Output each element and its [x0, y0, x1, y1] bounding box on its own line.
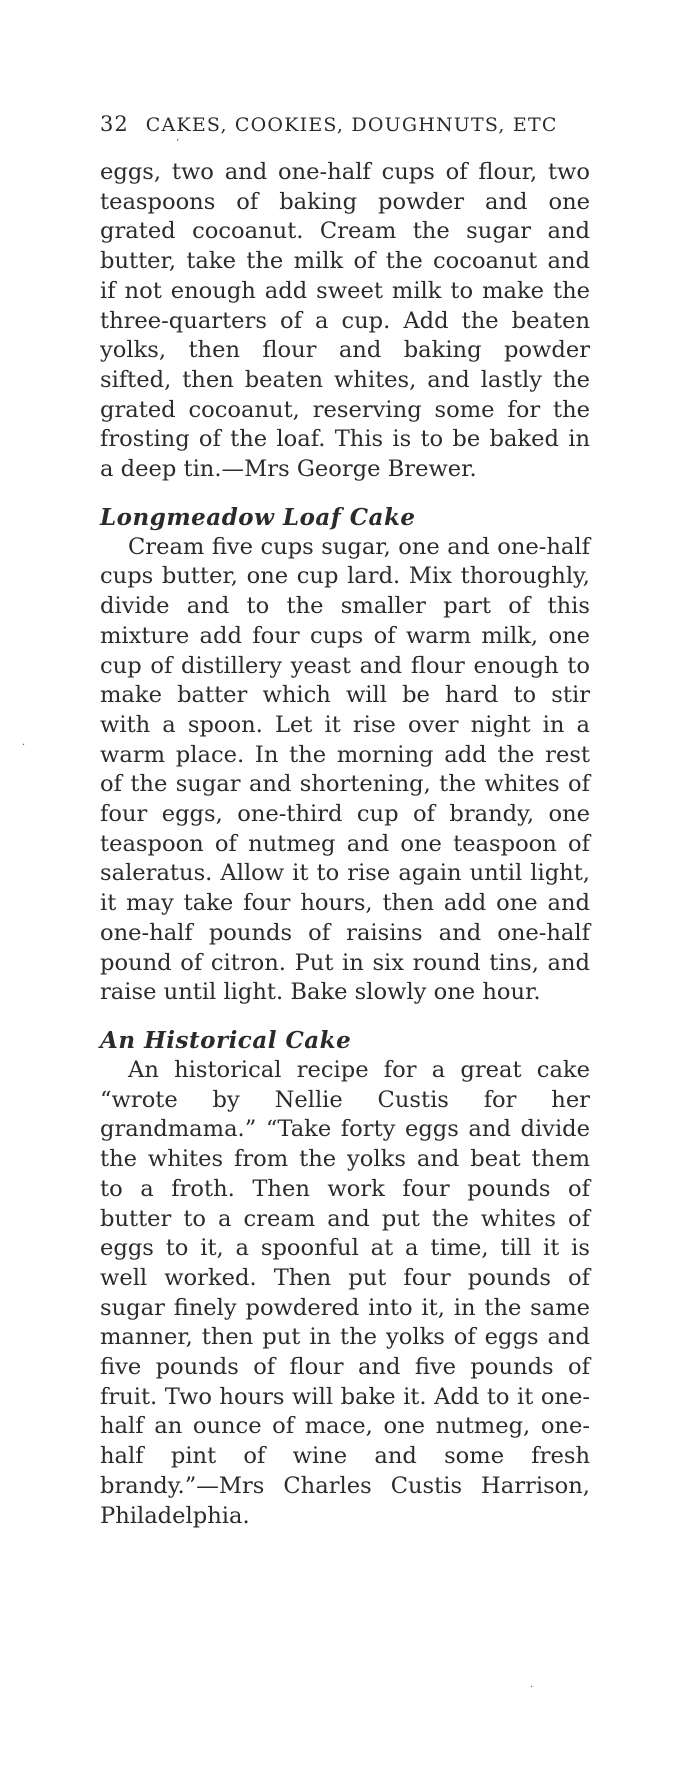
recipe-text-historical: An historical recipe for a great cake “wrote by Nellie Custis for her grandmama.” “Take forty eggs and divide the whites from the yolks and beat them to a froth. Then work four pounds of butter to a cream and put the whites of eggs to it, a spoonful at a time, till it is well worked. Then put four pounds of sugar finely powdered into it, in the same manner, then put in the yolks of eggs and five pounds of flour and five pounds of fruit. Two hours will bake it. Add to it one-half an ounce of mace, one nutmeg, one-half pint of wine and some fresh brandy.”—Mrs Charles Custis Harrison, Philadelphia. — [100, 1056, 590, 1529]
recipe-title-longmeadow: Longmeadow Loaf Cake — [100, 503, 416, 531]
running-head-title: CAKES, COOKIES, DOUGHNUTS, ETC — [145, 114, 558, 136]
continuation-paragraph: eggs, two and one-half cups of flour, two teaspoons of baking powder and one grated cocoanut. Cream the sugar and butter, take the milk of the cocoanut and if not enough add sweet milk to make the three-quarters of a cup. Add the beaten yolks, then flour and baking powder sifted, then beaten whites, and lastly the grated cocoanut, reserving some for the frosting of the loaf. This is to be baked in a deep tin.—Mrs George Brewer. — [100, 159, 590, 483]
scan-speck: · — [22, 740, 26, 751]
scan-speck: · — [530, 1682, 534, 1693]
recipe-text-longmeadow: Cream five cups sugar, one and one-half cups butter, one cup lard. Mix thoroughly, divide and to the smaller part of this mixture add four cups of warm milk, one cup of distillery yeast and flour enough to make batter which will be hard to stir with a spoon. Let it rise over night in a warm place. In the morning add the rest of the sugar and shortening, the whites of four eggs, one-third cup of brandy, one teaspoon of nutmeg and one teaspoon of saleratus. Allow it to rise again until light, it may take four hours, then add one and one-half pounds of raisins and one-half pound of citron. Put in six round tins, and raise until light. Bake slowly one hour. — [100, 533, 590, 1006]
page-number: 32 — [100, 112, 129, 136]
page-content — [100, 112, 590, 1531]
recipe-title-historical: An Historical Cake — [100, 1026, 352, 1054]
scan-speck: ʻ — [176, 138, 180, 149]
running-head — [100, 112, 590, 136]
